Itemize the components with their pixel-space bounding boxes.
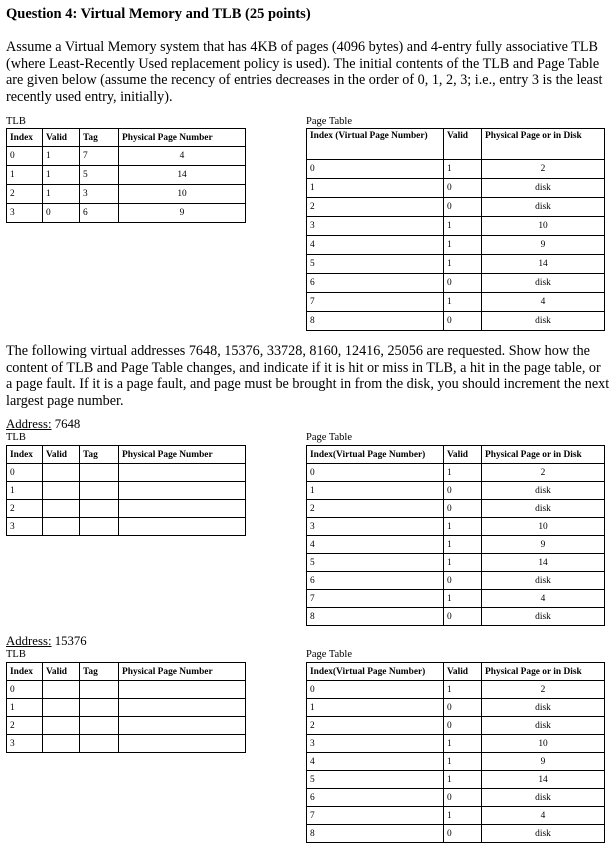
- table-cell: 2: [307, 198, 444, 217]
- column-header: Valid: [444, 663, 482, 681]
- table-cell: 3: [7, 204, 43, 223]
- column-header: Physical Page or in Disk: [482, 446, 605, 464]
- table-cell: [43, 735, 80, 753]
- table-row: [7, 185, 246, 204]
- table-cell: disk: [482, 482, 605, 500]
- table-row: [307, 807, 605, 825]
- table-cell: [80, 500, 119, 518]
- table-cell: 10: [482, 735, 605, 753]
- table-cell: 8: [307, 825, 444, 843]
- table-cell: disk: [482, 500, 605, 518]
- table-cell: 8: [307, 608, 444, 626]
- table-row: [7, 717, 246, 735]
- table-cell: disk: [482, 312, 605, 331]
- table-cell: 0: [444, 699, 482, 717]
- table-cell: 0: [444, 825, 482, 843]
- table-cell: 1: [444, 293, 482, 312]
- table-cell: 0: [444, 572, 482, 590]
- column-header: Index: [7, 446, 43, 464]
- table-header-row: [307, 663, 605, 681]
- table-cell: [43, 464, 80, 482]
- table-cell: 1: [444, 554, 482, 572]
- table-cell: [80, 681, 119, 699]
- address-2-line: [6, 634, 87, 649]
- question-title: Question 4: Virtual Memory and TLB (25 points): [6, 6, 311, 22]
- table-row: [307, 236, 605, 255]
- address-label: Address:: [6, 417, 52, 431]
- table-cell: 7: [307, 293, 444, 312]
- table-cell: 0: [444, 274, 482, 293]
- column-header: Index (Virtual Page Number): [307, 129, 444, 160]
- table-cell: 4: [307, 236, 444, 255]
- table-cell: 7: [80, 147, 119, 166]
- table-cell: 1: [444, 735, 482, 753]
- table-cell: [80, 482, 119, 500]
- table-cell: 14: [482, 771, 605, 789]
- table-row: [307, 681, 605, 699]
- table-cell: 1: [444, 590, 482, 608]
- column-header: Physical Page Number: [119, 129, 246, 147]
- table-cell: 10: [119, 185, 246, 204]
- table-header-row: [307, 446, 605, 464]
- table-cell: 3: [307, 217, 444, 236]
- table-cell: 1: [7, 482, 43, 500]
- table-row: [307, 717, 605, 735]
- table-row: [307, 255, 605, 274]
- table-cell: [80, 518, 119, 536]
- table-row: [307, 312, 605, 331]
- table-cell: 2: [307, 500, 444, 518]
- table-row: [7, 204, 246, 223]
- column-header: Valid: [43, 129, 80, 147]
- table-cell: 0: [43, 204, 80, 223]
- table-row: [307, 160, 605, 179]
- address-value: 7648: [54, 417, 81, 431]
- table-cell: 0: [307, 681, 444, 699]
- table-cell: 1: [444, 160, 482, 179]
- address-value: 15376: [54, 634, 87, 648]
- table-cell: disk: [482, 179, 605, 198]
- table-cell: 14: [482, 554, 605, 572]
- table-row: [307, 293, 605, 312]
- table-cell: [43, 717, 80, 735]
- table-row: [7, 735, 246, 753]
- table-row: [307, 464, 605, 482]
- table-cell: 5: [307, 771, 444, 789]
- table-cell: 1: [444, 255, 482, 274]
- table-row: [307, 735, 605, 753]
- table-cell: 0: [7, 464, 43, 482]
- table-cell: 1: [444, 807, 482, 825]
- table-cell: 2: [482, 464, 605, 482]
- table-cell: 0: [307, 464, 444, 482]
- table-row: [307, 217, 605, 236]
- table-cell: 7: [307, 807, 444, 825]
- table-cell: [119, 500, 246, 518]
- column-header: Index(Virtual Page Number): [307, 446, 444, 464]
- table-cell: 5: [307, 554, 444, 572]
- table-row: [7, 166, 246, 185]
- column-header: Index: [7, 129, 43, 147]
- table-cell: [43, 518, 80, 536]
- table-cell: [43, 681, 80, 699]
- table-cell: 1: [444, 681, 482, 699]
- table-row: [307, 536, 605, 554]
- table-cell: 9: [119, 204, 246, 223]
- page-table-caption-initial: Page Table: [306, 116, 353, 127]
- column-header: Physical Page Number: [119, 663, 246, 681]
- table-cell: 9: [482, 536, 605, 554]
- table-cell: 10: [482, 217, 605, 236]
- table-cell: 0: [7, 147, 43, 166]
- tlb-caption-2: TLB: [6, 649, 26, 660]
- table-cell: 2: [482, 681, 605, 699]
- page-table-address-1: [306, 445, 605, 626]
- table-cell: 1: [444, 536, 482, 554]
- table-row: [307, 590, 605, 608]
- table-row: [7, 681, 246, 699]
- table-row: [307, 518, 605, 536]
- tlb-caption-1: TLB: [6, 432, 26, 443]
- table-cell: 3: [80, 185, 119, 204]
- table-cell: 2: [7, 717, 43, 735]
- table-cell: 1: [307, 699, 444, 717]
- column-header: Index: [7, 663, 43, 681]
- column-header: Index(Virtual Page Number): [307, 663, 444, 681]
- table-row: [7, 464, 246, 482]
- table-cell: [119, 699, 246, 717]
- table-cell: disk: [482, 789, 605, 807]
- intro-paragraph: Assume a Virtual Memory system that has 4KB of pages (4096 bytes) and 4-entry fully associative TLB (where Least-Recently Used replacement policy is used). The initial contents of the TLB and Page Table are given below (assume the recency of entries decreases in the order of 0, 1, 2, 3; i.e., entry 3 is the least recently used entry, initially).: [6, 39, 603, 106]
- column-header: Physical Page or in Disk: [482, 663, 605, 681]
- table-row: [7, 482, 246, 500]
- tlb-table-address-1: [6, 445, 246, 536]
- table-cell: 3: [307, 735, 444, 753]
- table-cell: 1: [444, 771, 482, 789]
- column-header: Valid: [43, 663, 80, 681]
- table-cell: 1: [43, 166, 80, 185]
- table-cell: 1: [444, 236, 482, 255]
- table-cell: disk: [482, 717, 605, 735]
- table-cell: 0: [444, 179, 482, 198]
- tlb-caption-initial: TLB: [6, 116, 26, 127]
- initial-tlb-table: [6, 128, 246, 223]
- table-cell: 4: [307, 753, 444, 771]
- table-cell: 3: [7, 518, 43, 536]
- table-row: [307, 572, 605, 590]
- table-row: [7, 518, 246, 536]
- table-cell: 4: [119, 147, 246, 166]
- table-cell: 3: [307, 518, 444, 536]
- page-table-address-2: [306, 662, 605, 843]
- table-cell: 4: [482, 807, 605, 825]
- table-cell: 0: [444, 789, 482, 807]
- table-cell: 6: [307, 274, 444, 293]
- table-cell: 14: [119, 166, 246, 185]
- table-row: [307, 500, 605, 518]
- address-1-line: [6, 417, 80, 432]
- page-table-caption-2: Page Table: [306, 649, 353, 660]
- table-cell: 2: [307, 717, 444, 735]
- table-cell: 6: [80, 204, 119, 223]
- table-row: [307, 789, 605, 807]
- table-cell: [119, 464, 246, 482]
- column-header: Tag: [80, 129, 119, 147]
- table-row: [307, 825, 605, 843]
- table-cell: 7: [307, 590, 444, 608]
- table-row: [307, 554, 605, 572]
- table-row: [307, 753, 605, 771]
- table-cell: [43, 500, 80, 518]
- table-cell: 1: [7, 166, 43, 185]
- table-cell: 0: [7, 681, 43, 699]
- table-cell: [119, 735, 246, 753]
- table-cell: 6: [307, 789, 444, 807]
- table-header-row: [7, 129, 246, 147]
- table-row: [307, 482, 605, 500]
- table-cell: disk: [482, 699, 605, 717]
- table-row: [307, 699, 605, 717]
- initial-page-table: [306, 128, 605, 331]
- column-header: Tag: [80, 663, 119, 681]
- table-cell: [119, 482, 246, 500]
- table-cell: 1: [444, 753, 482, 771]
- table-cell: 1: [444, 217, 482, 236]
- tlb-table-address-2: [6, 662, 246, 753]
- table-cell: 9: [482, 236, 605, 255]
- column-header: Tag: [80, 446, 119, 464]
- table-cell: disk: [482, 825, 605, 843]
- table-cell: 0: [444, 482, 482, 500]
- table-cell: 2: [7, 185, 43, 204]
- table-cell: [80, 735, 119, 753]
- table-header-row: [7, 663, 246, 681]
- table-cell: 4: [482, 590, 605, 608]
- page-table-caption-1: Page Table: [306, 432, 353, 443]
- instructions-paragraph: The following virtual addresses 7648, 15376, 33728, 8160, 12416, 25056 are requested. Show how the content of TLB and Page Table changes, and indicate if it is hit or miss in TLB, a hit in the page table, or a page fault. If it is a page fault, and page must be brought in from the disk, you should increment the next largest page number.: [6, 343, 610, 410]
- address-label: Address:: [6, 634, 52, 648]
- table-cell: 0: [307, 160, 444, 179]
- table-cell: 1: [307, 179, 444, 198]
- table-cell: 1: [444, 518, 482, 536]
- table-cell: 0: [444, 717, 482, 735]
- table-row: [7, 500, 246, 518]
- table-cell: 0: [444, 198, 482, 217]
- table-cell: 14: [482, 255, 605, 274]
- table-cell: [119, 681, 246, 699]
- table-cell: 3: [7, 735, 43, 753]
- table-cell: 5: [80, 166, 119, 185]
- table-cell: 1: [7, 699, 43, 717]
- table-cell: disk: [482, 608, 605, 626]
- table-cell: [43, 482, 80, 500]
- table-cell: disk: [482, 198, 605, 217]
- table-row: [7, 699, 246, 717]
- table-cell: 0: [444, 500, 482, 518]
- table-cell: 10: [482, 518, 605, 536]
- table-row: [307, 179, 605, 198]
- table-header-row: [307, 129, 605, 160]
- table-row: [307, 198, 605, 217]
- table-cell: disk: [482, 274, 605, 293]
- table-header-row: [7, 446, 246, 464]
- table-cell: 6: [307, 572, 444, 590]
- column-header: Valid: [43, 446, 80, 464]
- table-cell: [119, 717, 246, 735]
- table-cell: 1: [444, 464, 482, 482]
- table-cell: [80, 717, 119, 735]
- table-cell: [80, 699, 119, 717]
- table-cell: 0: [444, 608, 482, 626]
- table-cell: [43, 699, 80, 717]
- table-row: [307, 771, 605, 789]
- table-cell: 9: [482, 753, 605, 771]
- table-cell: 4: [307, 536, 444, 554]
- table-cell: disk: [482, 572, 605, 590]
- table-cell: [119, 518, 246, 536]
- table-cell: 0: [444, 312, 482, 331]
- column-header: Physical Page or in Disk: [482, 129, 605, 160]
- table-cell: 1: [307, 482, 444, 500]
- table-cell: 1: [43, 147, 80, 166]
- table-cell: [80, 464, 119, 482]
- table-row: [307, 608, 605, 626]
- table-cell: 2: [7, 500, 43, 518]
- table-row: [307, 274, 605, 293]
- table-cell: 4: [482, 293, 605, 312]
- table-row: [7, 147, 246, 166]
- column-header: Physical Page Number: [119, 446, 246, 464]
- table-cell: 8: [307, 312, 444, 331]
- column-header: Valid: [444, 129, 482, 160]
- table-cell: 1: [43, 185, 80, 204]
- table-cell: 5: [307, 255, 444, 274]
- column-header: Valid: [444, 446, 482, 464]
- table-cell: 2: [482, 160, 605, 179]
